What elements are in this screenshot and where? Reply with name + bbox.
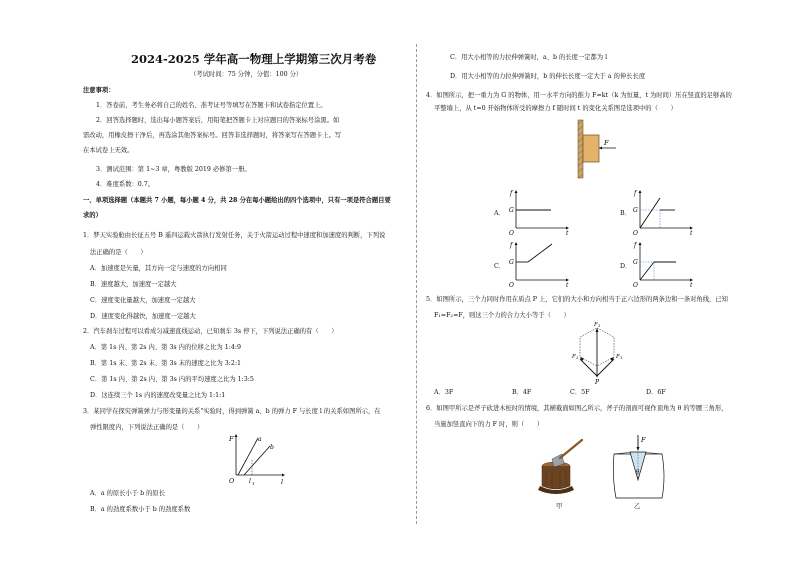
section1-heading-cont: 求的） <box>83 212 102 219</box>
q5-f3-sub: 3 <box>598 323 601 328</box>
q4a-y: f <box>510 190 513 197</box>
q4a-g: G <box>509 207 514 214</box>
q6-caption-yi: 乙 <box>634 503 641 510</box>
q4b-y: f <box>634 190 637 197</box>
q6-axe-handle <box>560 440 582 458</box>
q4-graph-b <box>630 188 696 236</box>
q6-caption-jia: 甲 <box>556 503 563 510</box>
q4-stem-cont: 平整墙上，从 t=0 开始物体所受的摩擦力 f 随时间 t 的变化关系图是选项中的（ ） <box>434 105 677 112</box>
exam-subtitle: （考试时间：75 分钟，分值：100 分） <box>190 71 303 78</box>
q5-f1-label: F <box>616 354 620 360</box>
q4-graph-a <box>506 188 572 236</box>
q5-option-b: B．4F <box>512 389 532 396</box>
q2-option-d: D．这连续三个 1s 内的速度改变量之比为 1:1:1 <box>90 392 226 399</box>
q2-option-c: C．第 1s 内、第 2s 内、第 3s 内的平均速度之比为 1:3:5 <box>90 376 254 383</box>
exam-title: 2024-2025 学年高一物理上学期第三次月考卷 <box>131 52 377 66</box>
q3-stem: 3．某同学在探究弹簧弹力与形变量的关系"实验时，得到弹簧 a、b 的弹力 F 与长度 l 的关系如图所示，在 <box>83 408 381 415</box>
note-2-end: 在本试卷上无效。 <box>83 147 134 154</box>
q4-option-c-label: C． <box>494 263 506 270</box>
q3-option-d: D．用大小相等的力拉伸弹簧时，b 的伸长长度一定大于 a 的伸长长度 <box>450 73 646 80</box>
q3-option-c: C．用大小相等的力拉伸弹簧时，a、b 的长度一定都为 l <box>450 54 608 61</box>
q3-x-arrow <box>282 474 285 477</box>
q3-line-a <box>238 438 258 475</box>
q1-stem: 1．梦天实验舱由长征五号 B 遥四运载火箭执行发射任务，关于火箭运动过程中速度和加速度的判断，下列说 <box>83 232 386 239</box>
q6-angle-label: θ <box>635 469 640 476</box>
q3-option-b: B．a 的劲度系数小于 b 的劲度系数 <box>90 506 191 513</box>
q1-option-a: A．加速度是矢量，其方向一定与速度的方向相同 <box>90 265 227 272</box>
note-1: 1．答卷前，考生务必将自己的姓名、准考证号等填写在答题卡和试卷指定位置上。 <box>96 102 327 109</box>
q3-stem-cont: 弹性限度内，下列说法正确的是（ ） <box>90 424 204 431</box>
q4-force-label: F <box>604 139 609 147</box>
q4-wall <box>578 120 583 178</box>
q4c-x: t <box>566 282 569 289</box>
q3-spring-graph <box>226 433 286 488</box>
q4-graph-c <box>506 240 572 288</box>
q4b-rise <box>640 198 660 228</box>
q1-option-d: D．速度变化得越快，加速度一定越大 <box>90 313 196 320</box>
q2-stem: 2．汽车刹车过程可以看成匀减速直线运动，已知刹车 3s 停下，下列说法正确的有（ ） <box>83 328 338 335</box>
q3-line-b <box>244 446 270 475</box>
q3-tick-sub: 1 <box>252 481 255 486</box>
q3-tick-l: l <box>249 478 251 485</box>
q4c-o: O <box>509 282 514 289</box>
q4b-g: G <box>633 207 638 214</box>
q4a-x: t <box>566 230 569 237</box>
q1-option-b: B．速度越大，加速度一定越大 <box>90 281 177 288</box>
q5-option-d: D．6F <box>646 389 666 396</box>
notes-heading: 注意事项： <box>83 87 115 94</box>
q3-label-a: a <box>258 436 262 443</box>
q4-option-b-label: B． <box>620 210 631 217</box>
q4-option-a-label: A． <box>494 210 505 217</box>
q4c-y: f <box>510 242 513 249</box>
q6-stump-body <box>542 466 570 489</box>
q4-block <box>583 135 599 162</box>
q6-axe-stump-figure <box>530 434 590 502</box>
q5-f3-label: F <box>594 322 598 328</box>
q4c-rise <box>528 244 552 262</box>
q3-y-arrow <box>235 434 238 437</box>
q6-stem: 6．如图甲所示是斧子砍进木桩时的情境，其横截面如图乙所示，斧子的剖面可视作顶角为 θ 的等腰三角形， <box>426 405 728 412</box>
q3-y-label: F <box>229 435 234 443</box>
q4c-g: G <box>509 259 514 266</box>
q4-wall-figure <box>568 118 628 180</box>
q3-option-a: A．a 的原长小于 b 的原长 <box>90 490 166 497</box>
q4b-o: O <box>633 230 638 237</box>
q6-stem-cont: 当施加竖直向下的力 F 时，则（ ） <box>434 421 544 428</box>
q3-label-b: b <box>270 444 274 451</box>
note-2-cont: 需改动，用橡皮擦干净后，再选涂其他答案标号。回答非选择题时，将答案写在答题卡上。写 <box>83 132 342 139</box>
q1-option-c: C．速度变化量越大，加速度一定越大 <box>90 297 196 304</box>
q5-f2-label: F <box>572 354 576 360</box>
q5-hexagon-figure <box>572 320 622 386</box>
q4d-g: G <box>633 259 638 266</box>
q4-stem: 4．如图所示，把一重力为 G 的物体，用一水平方向的推力 F=kt（k 为恒量，t 为时间）压在竖直的足够高的 <box>426 92 732 99</box>
q4-graph-d <box>630 240 696 288</box>
q4b-x: t <box>690 230 693 237</box>
q5-stem-cont: F₁=F₂=F，则这三个力的合力大小等于（ ） <box>434 312 570 319</box>
q3-origin: O <box>229 477 235 485</box>
q4d-x: t <box>690 282 693 289</box>
q4-option-d-label: D． <box>620 263 632 270</box>
q4-force-arrowhead <box>599 147 602 150</box>
q3-x-label: l <box>281 478 284 486</box>
q5-option-a: A．3F <box>434 389 454 396</box>
q5-f1-sub: 1 <box>620 355 623 360</box>
q2-option-a: A．第 1s 内、第 2s 内、第 3s 内的位移之比为 1:4:9 <box>90 344 241 351</box>
q2-option-b: B．第 1s 末、第 2s 末、第 3s 末的速度之比为 3:2:1 <box>90 360 242 367</box>
q5-stem: 5．如图所示，三个力同时作用在质点 P 上，它们的大小和方向相当于正六边形的两条边和一条对角线，已知 <box>426 296 728 303</box>
q4a-o: O <box>509 230 514 237</box>
q5-f2-sub: 2 <box>576 355 579 360</box>
q5-option-c: C．5F <box>570 389 590 396</box>
q5-point-p: P <box>595 379 600 386</box>
note-2: 2．回答选择题时，选出每小题答案后，用铅笔把答题卡上对应题目的答案标号涂黑。如 <box>96 117 340 124</box>
note-3: 3．测试范围：第 1~3 章，粤教版 2019 必修第一册。 <box>96 166 251 173</box>
note-4: 4．难度系数：0.7。 <box>96 181 155 188</box>
q4d-y: f <box>634 242 637 249</box>
q1-stem-cont: 法正确的是（ ） <box>90 249 147 256</box>
q6-force-label: F <box>641 436 646 444</box>
section1-heading: 一、单项选择题（本题共 7 小题，每小题 4 分，共 28 分在每小题给出的四个选项中，只有一项是符合题目要 <box>83 197 391 204</box>
q4d-rise <box>640 262 654 280</box>
q6-cross-section-figure <box>608 432 668 502</box>
column-divider <box>416 44 417 524</box>
q4d-o: O <box>633 282 638 289</box>
